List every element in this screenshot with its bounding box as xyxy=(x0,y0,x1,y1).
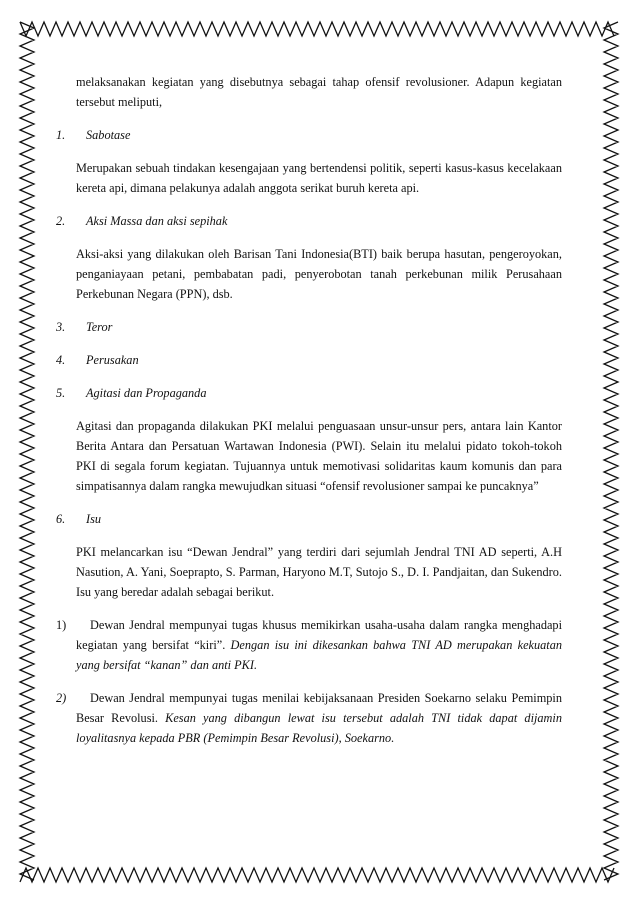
list-item-aksi-massa xyxy=(56,211,562,231)
sub-item-number: 1) xyxy=(56,618,67,632)
item-title: Teror xyxy=(86,320,113,334)
item-number: 2. xyxy=(56,214,66,228)
item-body: Agitasi dan propaganda dilakukan PKI melalui penguasaan unsur-unsur pers, antara lain Kantor Berita Antara dan Persatuan Wartawan Indonesia (PWI). Selain itu melalui pidato tokoh-tokoh PKI di segala forum kegiatan. Tujuannya untuk memotivasi solidaritas kaum komunis dan para simpatisannya dalam rangka mewujudkan situasi “ofensif revolusioner sampai ke puncaknya” xyxy=(76,419,562,493)
sub-item-2 xyxy=(56,688,562,748)
document-body xyxy=(56,72,562,748)
item-title: Aksi Massa dan aksi sepihak xyxy=(86,214,228,228)
item-number: 5. xyxy=(56,386,66,400)
intro-paragraph: melaksanakan kegiatan yang disebutnya sebagai tahap ofensif revolusioner. Adapun kegiatan tersebut meliputi, xyxy=(76,75,562,109)
item-number: 4. xyxy=(56,353,66,367)
item-body: Merupakan sebuah tindakan kesengajaan yang bertendensi politik, seperti kasus-kasus kecelakaan kereta api, dimana pelakunya adalah anggota serikat buruh kereta api. xyxy=(76,161,562,195)
sub-item-italic-text: Kesan yang dibangun lewat isu tersebut adalah TNI tidak dapat dijamin loyalitasnya kepada PBR (Pemimpin Besar Revolusi), Soekarno. xyxy=(76,711,562,745)
item-title: Sabotase xyxy=(86,128,131,142)
list-item-perusakan xyxy=(56,350,562,370)
sub-item-number: 2) xyxy=(56,691,67,705)
sub-item-1 xyxy=(56,615,562,675)
item-title: Isu xyxy=(86,512,102,526)
sub-item-text: Dewan Jendral mempunyai tugas menilai kebijaksanaan Presiden Soekarno selaku Pemimpin Besar Revolusi. xyxy=(76,691,562,725)
item-title: Perusakan xyxy=(86,353,139,367)
item-title: Agitasi dan Propaganda xyxy=(86,386,207,400)
item-number: 3. xyxy=(56,320,66,334)
item-number: 6. xyxy=(56,512,66,526)
list-item-isu xyxy=(56,509,562,529)
list-item-agitasi xyxy=(56,383,562,403)
item-body: Aksi-aksi yang dilakukan oleh Barisan Tani Indonesia(BTI) baik berupa hasutan, pengeroyokan, penganiayaan petani, pembabatan padi, penyerobotan tanah perkebunan milik Perusahaan Perkebunan Negara (PPN), dsb. xyxy=(76,247,562,301)
item-number: 1. xyxy=(56,128,66,142)
list-item-teror xyxy=(56,317,562,337)
sub-item-text: Dewan Jendral mempunyai tugas khusus memikirkan usaha-usaha dalam rangka menghadapi kegiatan yang bersifat “kiri”. xyxy=(76,618,562,652)
item-body: PKI melancarkan isu “Dewan Jendral” yang terdiri dari sejumlah Jendral TNI AD seperti, A.H Nasution, A. Yani, Soeprapto, S. Parman, Haryono M.T, Sutojo S., D. I. Pandjaitan, dan Sukendro. Isu yang beredar adalah sebagai berikut. xyxy=(76,545,562,599)
list-item-sabotase xyxy=(56,125,562,145)
sub-item-italic-text: Dengan isu ini dikesankan bahwa TNI AD merupakan kekuatan yang bersifat “kanan” dan anti PKI. xyxy=(76,638,563,672)
